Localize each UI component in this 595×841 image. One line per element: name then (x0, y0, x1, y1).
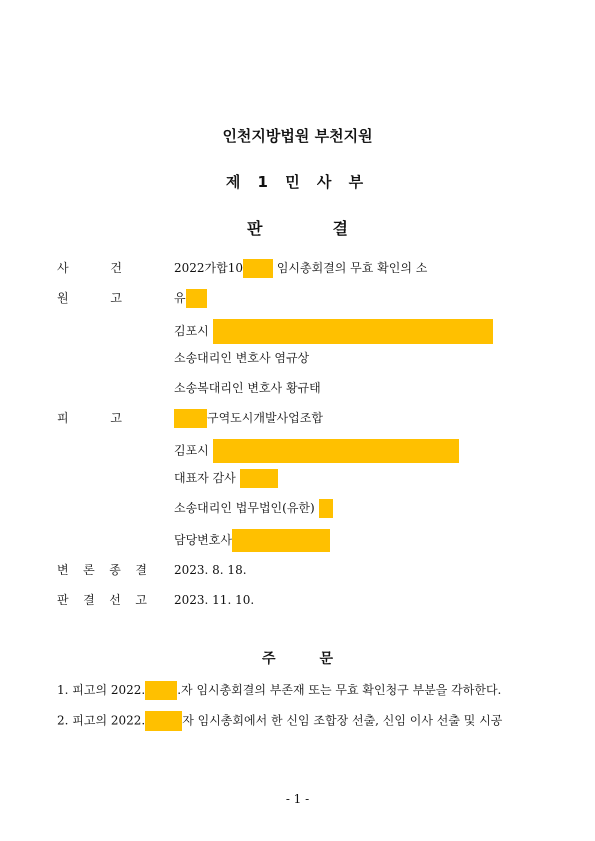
plaintiff-label: 원 고 (57, 291, 122, 305)
closing-date: 2023. 8. 18. (174, 563, 247, 577)
plaintiff-name: 유 (174, 289, 207, 308)
defendant-agent: 소송대리인 법무법인(유한) (174, 499, 333, 518)
defendant-name: 구역도시개발사업조합 (174, 409, 323, 428)
document-title: 판결 (247, 219, 418, 238)
redaction-box (319, 499, 333, 518)
plaintiff-subagent: 소송복대리인 변호사 황규태 (174, 381, 321, 395)
redaction-box (213, 319, 493, 344)
plaintiff-agent: 소송대리인 변호사 염규상 (174, 351, 310, 365)
case-label: 사 건 (57, 261, 122, 275)
redaction-box (232, 529, 330, 552)
order-item-1: 1. 피고의 2022. .자 임시총회결의 부존재 또는 무효 확인청구 부분을 각하한다. (57, 681, 501, 700)
defendant-address: 김포시 (174, 439, 459, 463)
defendant-label: 피 고 (57, 411, 122, 425)
defendant-representative: 대표자 감사 (174, 469, 278, 488)
closing-label: 변 론 종 결 (57, 563, 147, 577)
defendant-attorney: 담당변호사 (174, 529, 330, 552)
order-title: 주문 (261, 651, 378, 667)
verdict-date: 2023. 11. 10. (174, 593, 255, 607)
redaction-box (174, 409, 207, 428)
redaction-box (145, 681, 177, 700)
redaction-box (213, 439, 459, 463)
court-name: 인천지방법원 부천지원 (222, 127, 373, 145)
plaintiff-address: 김포시 (174, 319, 493, 344)
page-number: - 1 - (285, 792, 310, 806)
verdict-label: 판 결 선 고 (57, 593, 147, 607)
order-item-2: 2. 피고의 2022. 자 임시총회에서 한 신임 조합장 선출, 신임 이사 선출 및 시공 (57, 711, 502, 731)
case-number: 2022가합10 임시총회결의 무효 확인의 소 (174, 259, 427, 278)
redaction-box (243, 259, 273, 278)
redaction-box (145, 711, 182, 731)
redaction-box (240, 469, 278, 488)
division-name: 제 1 민 사 부 (225, 173, 370, 191)
redaction-box (186, 289, 207, 308)
